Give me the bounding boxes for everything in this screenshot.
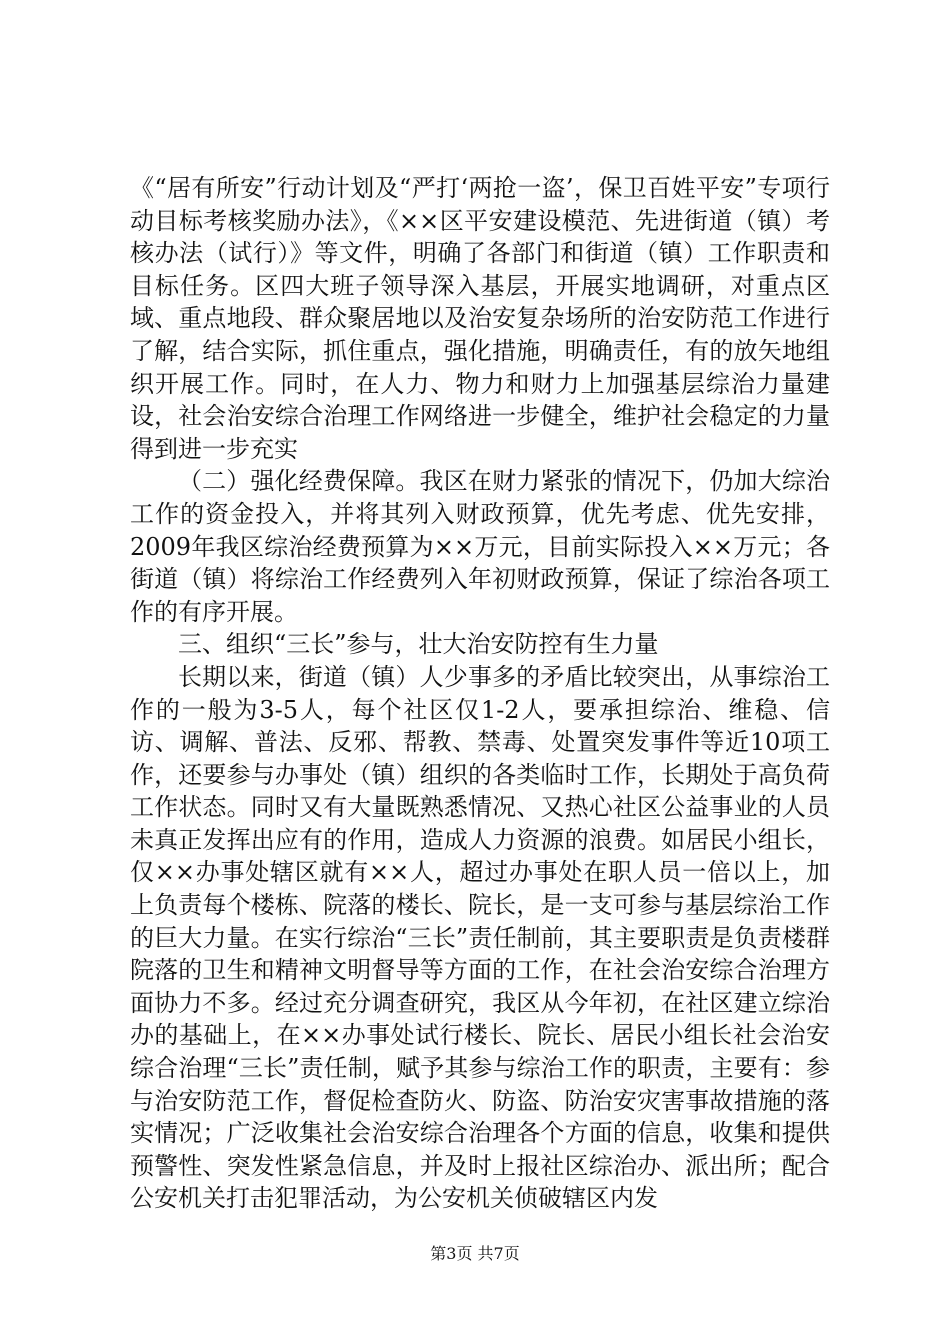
paragraph-funding: （二）强化经费保障。我区在财力紧张的情况下，仍加大综治工作的资金投入，并将其列入财政预算，优先考虑、优先安排，2009年我区综治经费预算为××万元，目前实际投入××万元；各街道（镇）将综治工作经费列入年初财政预算，保证了综治各项工作的有序开展。 — [130, 467, 830, 626]
paragraph-continuation: 《“居有所安”行动计划及“严打‘两抢一盗’，保卫百姓平安”专项行动目标考核奖励办法》，《××区平安建设模范、先进街道（镇）考核办法（试行）》等文件，明确了各部门和街道（镇）工作职责和目标任务。区四大班子领导深入基层，开展实地调研，对重点区域、重点地段、群众聚居地以及治安复杂场所的治安防范工作进行了解，结合实际，抓住重点，强化措施，明确责任，有的放矢地组织开展工作。同时，在人力、物力和财力上加强基层综治力量建设，社会治安综合治理工作网络进一步健全，维护社会稳定的力量得到进一步充实 — [130, 174, 830, 463]
page-footer: 第3页 共7页 — [430, 1244, 520, 1263]
document-body — [130, 172, 830, 1215]
section-heading: 三、组织“三长”参与，壮大治安防控有生力量 — [178, 630, 659, 659]
paragraph-three-heads: 长期以来，街道（镇）人少事多的矛盾比较突出，从事综治工作的一般为3-5人，每个社区仅1-2人，要承担综治、维稳、信访、调解、普法、反邪、帮教、禁毒、处置突发事件等近10项工作，还要参与办事处（镇）组织的各类临时工作，长期处于高负荷工作状态。同时又有大量既熟悉情况、又热心社区公益事业的人员未真正发挥出应有的作用，造成人力资源的浪费。如居民小组长，仅××办事处辖区就有××人，超过办事处在职人员一倍以上，加上负责每个楼栋、院落的楼长、院长，是一支可参与基层综治工作的巨大力量。在实行综治“三长”责任制前，其主要职责是负责楼群院落的卫生和精神文明督导等方面的工作，在社会治安综合治理方面协力不多。经过充分调查研究，我区从今年初，在社区建立综治办的基础上，在××办事处试行楼长、院长、居民小组长社会治安综合治理“三长”责任制，赋予其参与综治工作的职责，主要有：参与治安防范工作，督促检查防火、防盗、防治安灾害事故措施的落实情况；广泛收集社会治安综合治理各个方面的信息，收集和提供预警性、突发性紧急信息，并及时上报社区综治办、派出所；配合公安机关打击犯罪活动，为公安机关侦破辖区内发 — [130, 662, 830, 1213]
